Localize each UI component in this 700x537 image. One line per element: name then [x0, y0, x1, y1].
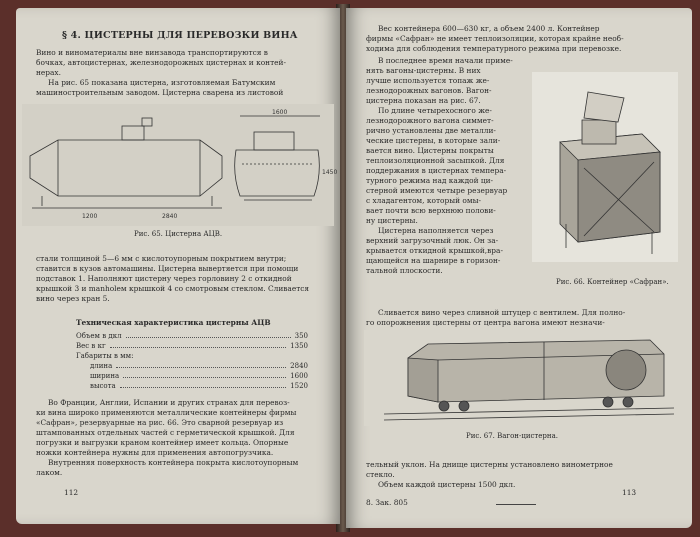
top-paragraph: [366, 24, 682, 54]
text-line: вается вино. Цистерны покрыты: [366, 146, 494, 155]
mid-paragraph: [366, 308, 682, 328]
text-line: цистерна показан на рис. 67.: [366, 96, 481, 105]
spec-row: Объем в дкл 350: [76, 332, 308, 340]
narrow-column-text: [366, 56, 526, 276]
text-line: ножки контейнера нужны для применения автопогрузчика.: [36, 448, 274, 457]
intro-paragraph: [36, 48, 326, 98]
left-page: [16, 8, 340, 524]
text-line: машиностроительным заводом. Цистерна сварена из листовой: [36, 88, 284, 97]
text-line: турного режима над каждой ци-: [366, 176, 494, 185]
text-line: верхний загрузочный люк. Он за-: [366, 236, 499, 245]
figure-65-tank-drawing: [22, 104, 338, 226]
text-line: лучше используется топаж же-: [366, 76, 490, 85]
spec-table: [76, 318, 308, 391]
text-line: Цистерна наполняется через: [378, 226, 494, 235]
spec-row: Вес в кг 1350: [76, 342, 308, 350]
page-number: 112: [64, 488, 79, 497]
text-line: стекло.: [366, 470, 395, 479]
text-line: поддержания в цистернах темпера-: [366, 166, 507, 175]
text-line: ну цистерны.: [366, 216, 418, 225]
text-line: нерах.: [36, 68, 61, 77]
spec-row: Габариты в мм:: [76, 352, 134, 360]
text-line: с хладагентом, который омы-: [366, 196, 481, 205]
text-line: «Сафран», резервуарные на рис. 66. Это сварной резервуар из: [36, 418, 284, 427]
text-line: бочках, автоцистернах, железнодорожных цистернах и контей-: [36, 58, 286, 67]
text-line: ческие цистерны, в которые зали-: [366, 136, 501, 145]
spec-title: Техническая характеристика цистерны АЦВ: [76, 318, 271, 327]
text-line: тальной плоскости.: [366, 266, 443, 275]
text-line: рично установлены две металли-: [366, 126, 496, 135]
text-line: Объем каждой цистерны 1500 дкл.: [378, 480, 516, 489]
bottom-paragraph: [36, 398, 332, 478]
text-line: В последнее время начали приме-: [378, 56, 513, 65]
dimension-label: 1600: [272, 109, 288, 116]
spec-row: ширина 1600: [90, 372, 308, 380]
text-line: подставок 1. Наполняют цистерну через горловину 2 с откидной: [36, 274, 292, 283]
after-figure-paragraph: [36, 254, 332, 304]
text-line: вино через кран 5.: [36, 294, 110, 303]
text-line: щающейся на шарнире в горизон-: [366, 256, 501, 265]
text-line: крышкой 3 и manholeм крышкой 4 со смотровым стеклом. Сливается: [36, 284, 310, 293]
text-line: Во Франции, Англии, Испании и других странах для перевоз-: [48, 398, 290, 407]
text-line: вает почти всю верхнюю полови-: [366, 206, 496, 215]
text-line: нять вагоны-цистерны. В них: [366, 66, 481, 75]
section-heading: § 4. ЦИСТЕРНЫ ДЛЯ ПЕРЕВОЗКИ ВИНА: [62, 30, 298, 41]
text-line: лаком.: [36, 468, 63, 477]
text-line: го опорожнения цистерны от центра вагона имеют незначи-: [366, 318, 605, 327]
text-line: штампованных отдельных частей с герметической крышкой. Для: [36, 428, 295, 437]
page-number: 113: [622, 488, 637, 497]
bottom-paragraph: [366, 460, 682, 490]
text-line: погрузки и выгрузки краном контейнер имеет кольца. Опорные: [36, 438, 289, 447]
spec-row: длина 2840: [90, 362, 308, 370]
text-line: По длине четырехосного же-: [378, 106, 492, 115]
text-line: теплоизоляционной засыпкой. Для: [366, 156, 505, 165]
text-line: лезнодорожного вагона симмет-: [366, 116, 494, 125]
figure-66-caption: Рис. 66. Контейнер «Сафран».: [556, 278, 669, 286]
text-line: ходима для соблюдения температурного режима при перевозке.: [366, 44, 622, 53]
right-page: [346, 8, 692, 528]
spec-row: высота 1520: [90, 382, 308, 390]
text-line: ставится в кузов автомашины. Цистерна вывертяется при помощи: [36, 264, 299, 273]
footer-rule: [496, 504, 536, 505]
text-line: Вино и виноматериалы вне винзавода транспортируются в: [36, 48, 268, 57]
text-line: На рис. 65 показана цистерна, изготовляемая Батумским: [48, 78, 276, 87]
text-line: стерной имеются четыре резервуар: [366, 186, 508, 195]
text-line: тельный уклон. На днище цистерны установлено винометрное: [366, 460, 613, 469]
text-line: стали толщиной 5—6 мм с кислотоупорным покрытием внутри;: [36, 254, 287, 263]
text-line: лезнодорожных вагонов. Вагон-: [366, 86, 492, 95]
print-note: 8. Зак. 805: [366, 498, 408, 507]
dimension-label: 1450: [322, 169, 338, 176]
text-line: Сливается вино через сливной штуцер с вентилем. Для полно-: [378, 308, 626, 317]
text-line: Внутренняя поверхность контейнера покрыта кислотоупорным: [48, 458, 299, 467]
figure-66-container-photo: [532, 72, 678, 262]
text-line: фирмы «Сафран» не имеет теплоизоляции, которая крайне необ-: [366, 34, 624, 43]
text-line: ки вина широко применяются металлические контейнеры фирмы: [36, 408, 297, 417]
figure-67-rail-tank-car: [364, 330, 680, 426]
text-line: Вес контейнера 600—630 кг, а объем 2400 л. Контейнер: [378, 24, 600, 33]
figure-67-caption: Рис. 67. Вагон-цистерна.: [466, 432, 558, 440]
figure-65-caption: Рис. 65. Цистерна АЦВ.: [134, 230, 223, 238]
text-line: крывается откидной крышкой,вра-: [366, 246, 503, 255]
dimension-label: 2840: [162, 213, 178, 220]
dimension-label: 1200: [82, 213, 98, 220]
